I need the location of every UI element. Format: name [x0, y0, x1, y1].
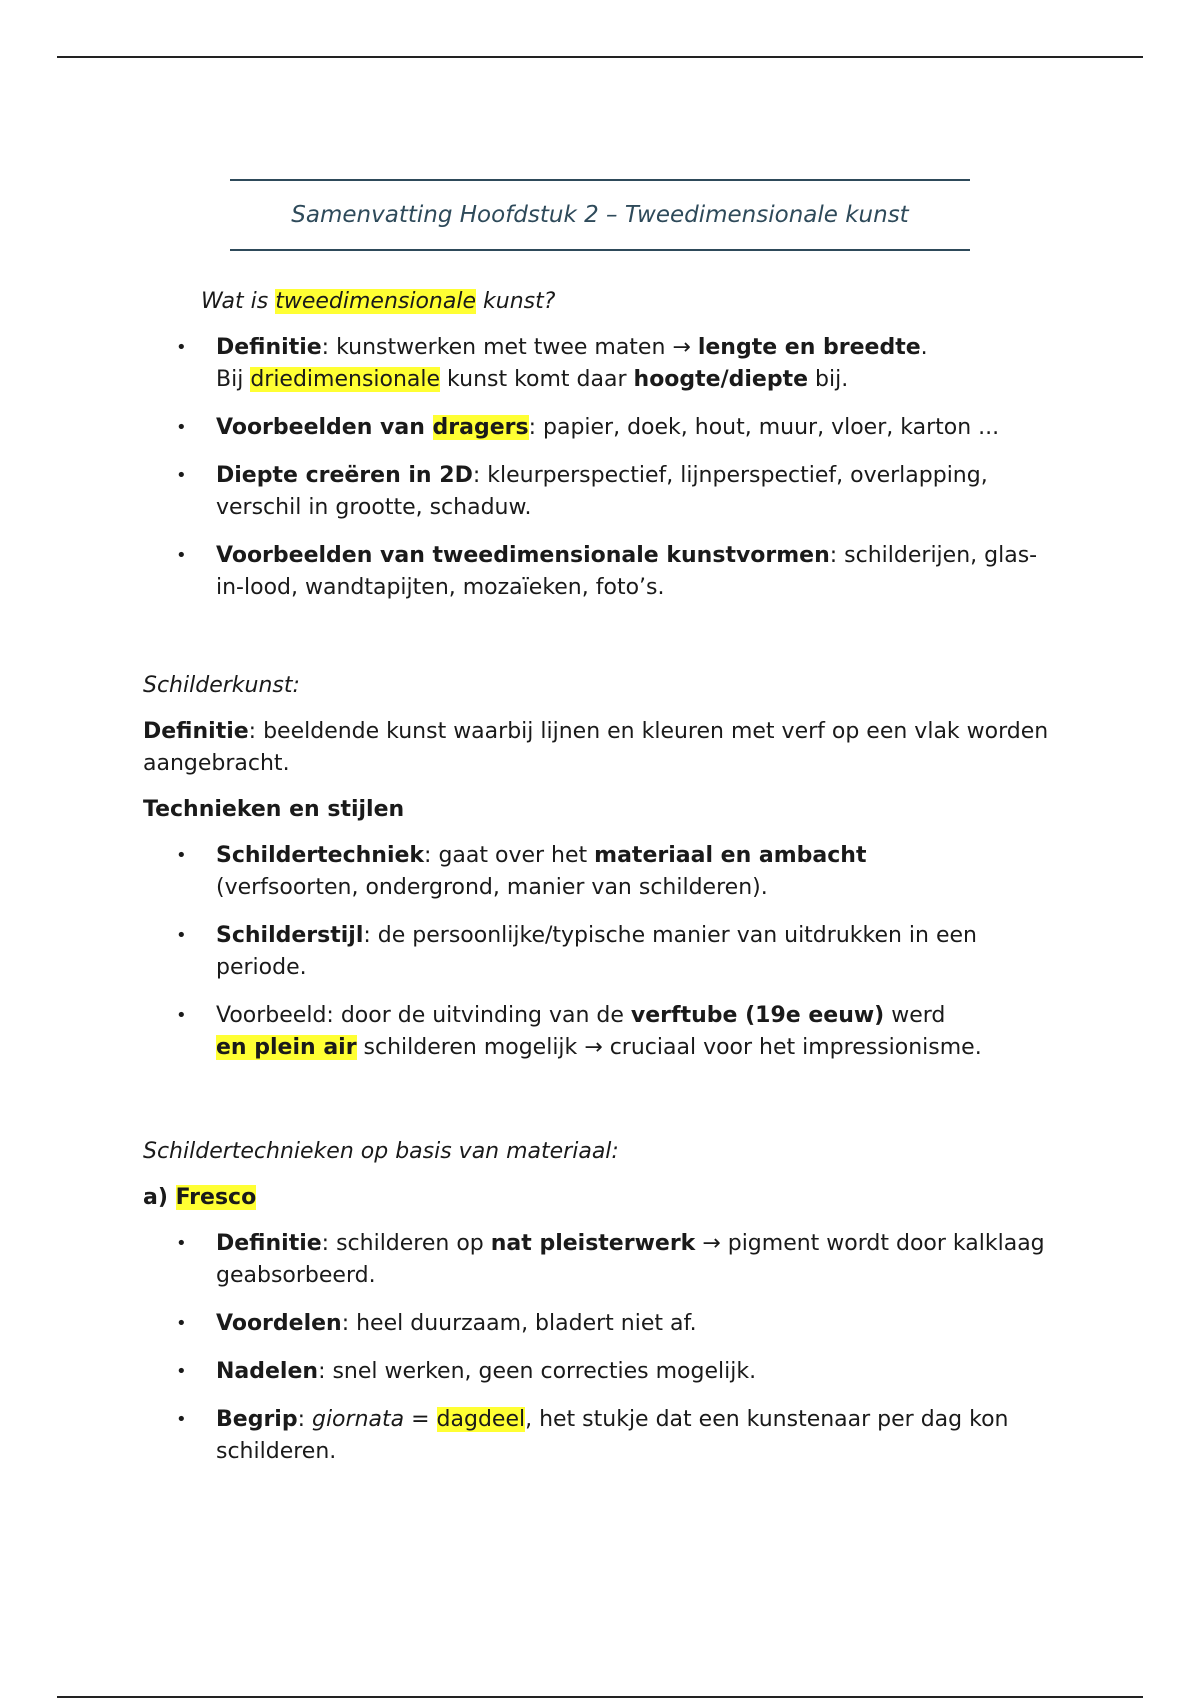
item-text: : beeldende kunst waarbij lijnen en kleuren met verf op een vlak worden aangebracht.: [143, 719, 1049, 776]
subheading-technieken: Technieken en stijlen: [143, 797, 405, 822]
list-item: [143, 460, 1063, 524]
term-bold: Schilderstijl: [216, 923, 364, 948]
list-item: [143, 1356, 1063, 1388]
term-bold: Diepte creëren in 2D: [216, 463, 473, 488]
question-text-pre: Wat is: [201, 289, 276, 314]
term-bold: Voorbeelden van tweedimensionale kunstvormen: [216, 543, 830, 568]
intro-list: [143, 332, 1063, 604]
item-text: : schilderen op: [321, 1231, 491, 1256]
term-italic: giornata: [311, 1407, 405, 1432]
term-bold: verftube (19e eeuw): [630, 1003, 885, 1028]
page-title: Samenvatting Hoofdstuk 2 – Tweedimensionale kunst: [291, 202, 909, 228]
title-box: [230, 179, 970, 251]
item-text: .: [920, 335, 928, 360]
term-bold: lengte en breedte: [697, 335, 921, 360]
list-item: [143, 412, 1063, 444]
list-item: [143, 920, 1063, 984]
term-bold: hoogte/diepte: [633, 367, 809, 392]
list-item: [143, 540, 1063, 604]
term-bold: Schildertechniek: [216, 843, 425, 868]
fresco-list: [143, 1228, 1063, 1468]
section-heading-schilderkunst: Schilderkunst:: [143, 673, 300, 698]
item-text: : papier, doek, hout, muur, vloer, karton ...: [528, 415, 1000, 440]
term-bold: nat pleisterwerk: [490, 1231, 696, 1256]
item-text: kunst komt daar: [440, 367, 634, 392]
item-text: Bij: [216, 367, 251, 392]
subheading-fresco: [143, 1182, 1063, 1214]
schilderkunst-list: [143, 840, 1063, 1064]
item-text: : gaat over het: [424, 843, 595, 868]
term-bold: Definitie: [216, 335, 322, 360]
item-text: : heel duurzaam, bladert niet af.: [341, 1311, 697, 1336]
question-highlight: tweedimensionale: [275, 289, 477, 314]
term-bold: Voorbeelden van: [216, 415, 433, 440]
term-bold: Voordelen: [216, 1311, 342, 1336]
item-text: =: [404, 1407, 437, 1432]
item-text: (verfsoorten, ondergrond, manier van schilderen).: [216, 875, 768, 900]
section-heading-materiaal: Schildertechnieken op basis van materiaal:: [143, 1139, 619, 1164]
item-text: : kleurperspectief, lijnperspectief, overlapping, verschil in grootte, schaduw.: [216, 463, 988, 520]
page-bottom-rule: [57, 1696, 1143, 1698]
item-text: : kunstwerken met twee maten →: [321, 335, 698, 360]
item-text: : snel werken, geen correcties mogelijk.: [318, 1359, 757, 1384]
definition-paragraph: [143, 716, 1063, 780]
list-item: [143, 1228, 1063, 1292]
intro-question: [201, 286, 1063, 318]
highlight: Fresco: [175, 1185, 257, 1210]
list-item: [143, 1404, 1063, 1468]
list-item: [143, 1000, 1063, 1064]
question-text-post: kunst?: [476, 289, 556, 314]
term-bold: Definitie: [216, 1231, 322, 1256]
item-text: :: [297, 1407, 312, 1432]
term-bold: Begrip: [216, 1407, 298, 1432]
term-bold: Definitie: [143, 719, 249, 744]
term-bold: materiaal en ambacht: [594, 843, 867, 868]
item-text: schilderen mogelijk → cruciaal voor het impressionisme.: [356, 1035, 982, 1060]
highlight: dagdeel: [436, 1407, 526, 1432]
highlight: dragers: [432, 415, 529, 440]
subheading-prefix: a): [143, 1185, 176, 1210]
page-top-rule: [57, 56, 1143, 58]
highlight: driedimensionale: [250, 367, 441, 392]
item-text: bij.: [808, 367, 849, 392]
item-text: : de persoonlijke/typische manier van uitdrukken in een periode.: [216, 923, 977, 980]
list-item: [143, 840, 1063, 904]
list-item: [143, 332, 1063, 396]
item-text: : schilderijen, glas-in-lood, wandtapijten, mozaïeken, foto’s.: [216, 543, 1038, 600]
highlight: en plein air: [216, 1035, 357, 1060]
term-bold: Nadelen: [216, 1359, 319, 1384]
item-text: Voorbeeld: door de uitvinding van de: [216, 1003, 631, 1028]
item-text: → pigment wordt door kalklaag geabsorbeerd.: [216, 1231, 1045, 1288]
item-text: , het stukje dat een kunstenaar per dag kon schilderen.: [216, 1407, 1009, 1464]
document-body: [143, 286, 1063, 1484]
item-text: werd: [884, 1003, 946, 1028]
list-item: [143, 1308, 1063, 1340]
